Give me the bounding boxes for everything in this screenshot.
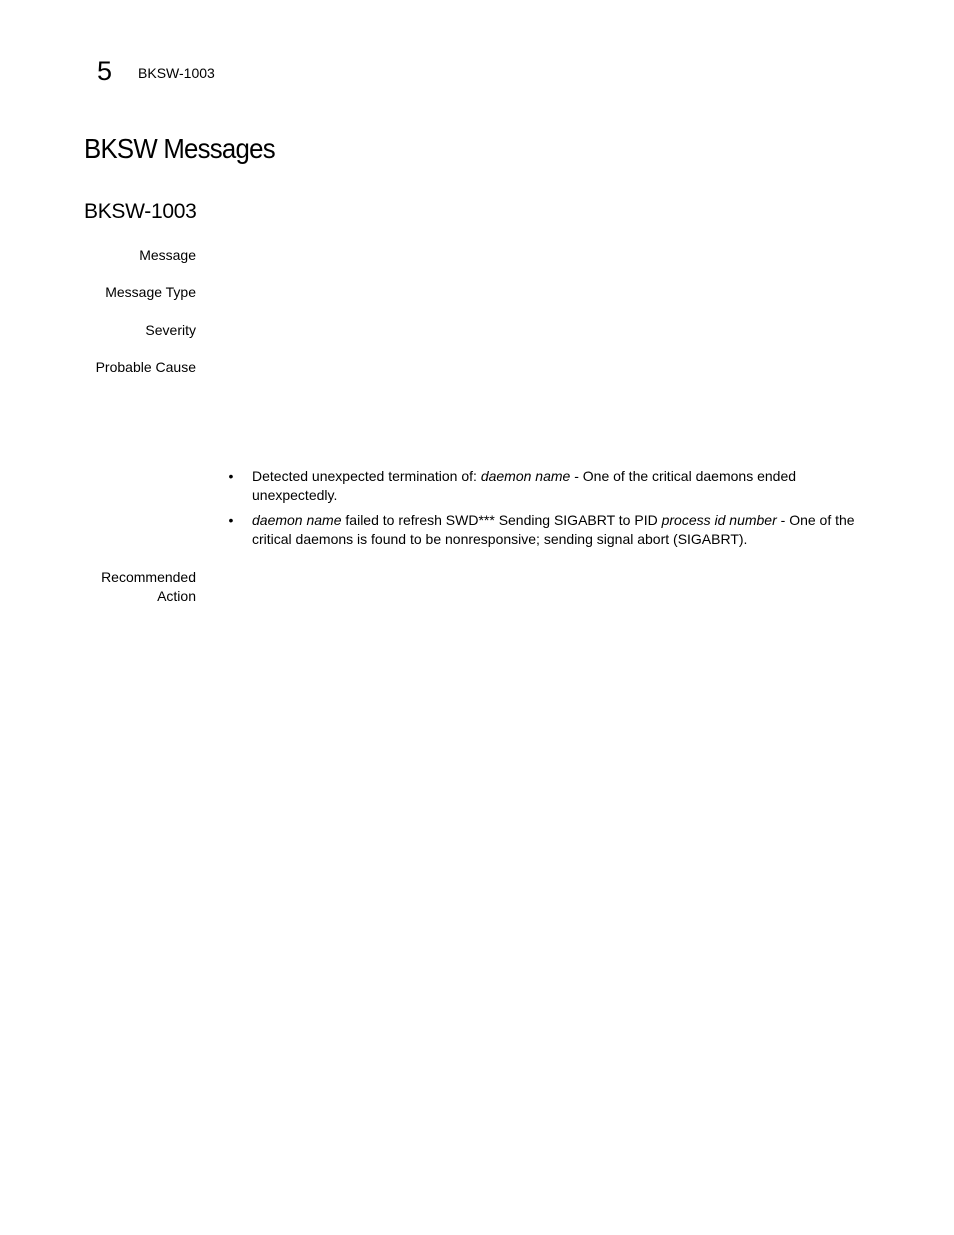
cause-text-italic: daemon name — [480, 468, 571, 484]
list-item — [226, 511, 866, 549]
cause-text-middle: - One of the critical daemons ended unexpectedly. — [252, 468, 797, 503]
message-label: Message — [139, 247, 196, 263]
probable-cause-list — [226, 467, 866, 555]
cause-text-suffix: - One of the critical daemons is found to be nonresponsive; sending signal abort (SIGABRT). — [252, 512, 855, 547]
section-title: BKSW-1003 — [84, 200, 197, 223]
probable-cause-label: Probable Cause — [95, 359, 196, 375]
bullet-icon: • — [228, 512, 234, 528]
cause-text-prefix: Detected unexpected termination of: — [252, 468, 481, 484]
recommended-action-label-line1: Recommended — [101, 569, 196, 585]
recommended-action-label — [66, 568, 196, 606]
bullet-icon: • — [228, 468, 234, 484]
message-type-label: Message Type — [105, 284, 196, 300]
severity-label: Severity — [145, 322, 196, 338]
cause-text-italic-2: process id number — [661, 512, 777, 528]
recommended-action-label-line2: Action — [157, 588, 196, 604]
running-header — [97, 56, 215, 86]
list-item — [226, 467, 866, 505]
chapter-number: 5 — [97, 56, 113, 86]
cause-text-middle: failed to refresh SWD*** Sending SIGABRT to PID — [341, 512, 662, 528]
header-topic: BKSW-1003 — [138, 65, 215, 81]
page-title: BKSW Messages — [84, 133, 275, 164]
cause-text-italic: daemon name — [252, 512, 342, 528]
